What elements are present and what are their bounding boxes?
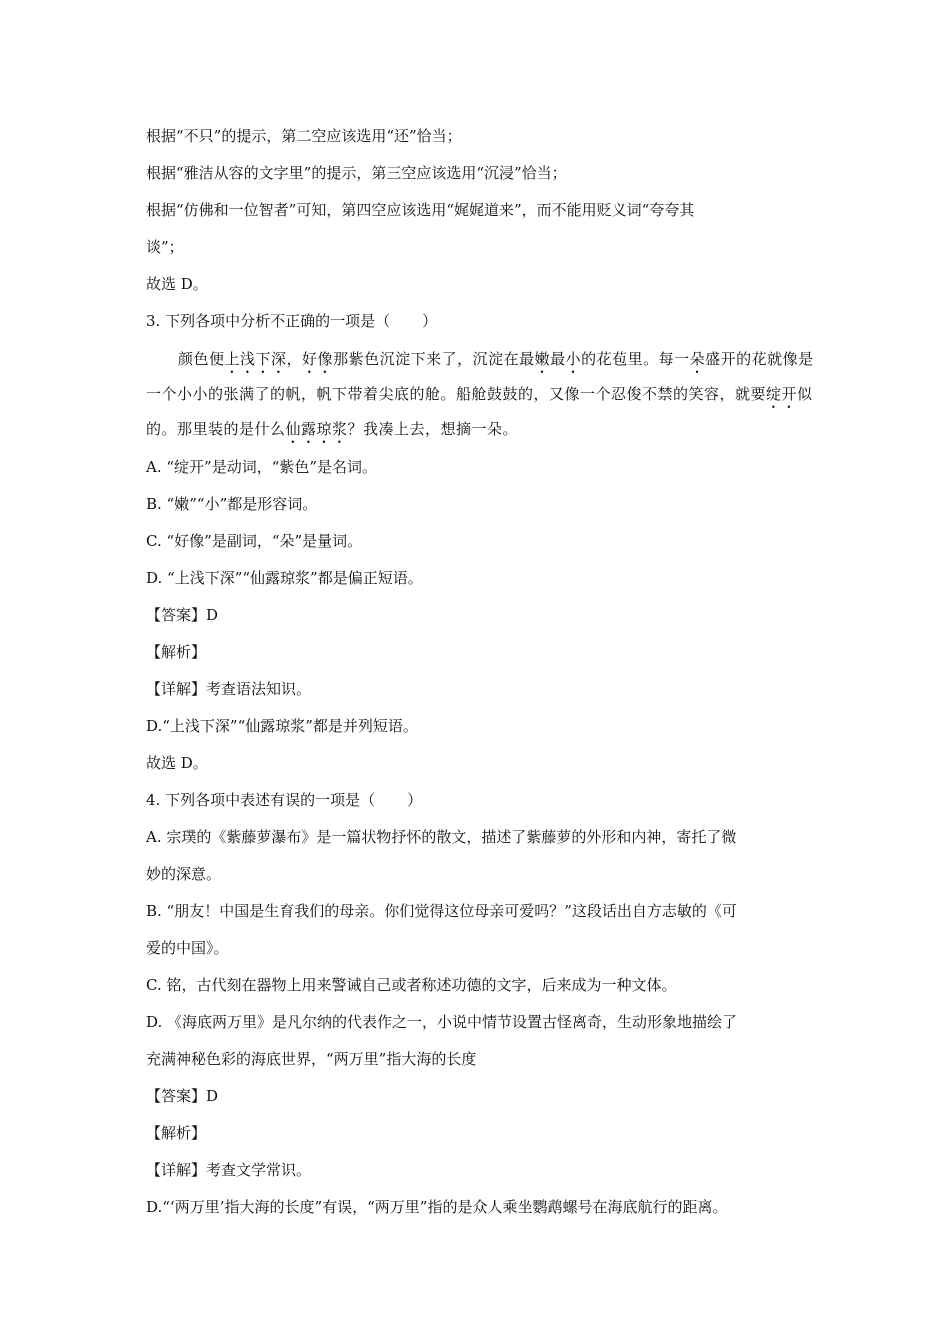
q3-option-b: B. “嫩”“小”都是形容词。	[146, 495, 318, 513]
q3-option-a: A. “绽开”是动词，“紫色”是名词。	[146, 458, 378, 476]
q2-conclusion: 故选 D。	[146, 275, 208, 293]
q4-stem-prefix: 4. 下列各项中表述有误的一项是（	[146, 791, 376, 809]
q2-explanation-line-3a: 根据“仿佛和一位智者”可知，第四空应该选用“娓娓道来”，而不能用贬义词“夸夸其	[146, 201, 695, 219]
q2-explanation-line-2: 根据“雅洁从容的文字里”的提示，第三空应该选用“沉浸”恰当；	[146, 164, 567, 182]
q3-conclusion: 故选 D。	[146, 754, 208, 772]
passage-emphasis: 朵	[689, 350, 706, 368]
q3-passage	[146, 342, 816, 447]
passage-text: 最	[550, 350, 566, 368]
passage-text: 颜色便	[178, 350, 225, 368]
q3-stem-prefix: 3. 下列各项中分析不正确的一项是（	[146, 312, 391, 330]
passage-emphasis: 小	[565, 350, 582, 368]
q4-option-d-line-1: D. 《海底两万里》是凡尔纳的代表作之一，小说中情节设置古怪离奇，生动形象地描绘了	[146, 1013, 738, 1031]
q4-option-a-line-1: A. 宗璞的《紫藤萝瀑布》是一篇状物抒怀的散文，描述了紫藤萝的外形和内神，寄托了微	[146, 828, 737, 846]
q4-answer: 【答案】D	[146, 1087, 219, 1105]
passage-text: 似的。那里装的是什么	[146, 385, 813, 438]
q4-option-b-line-1: B. “朋友！中国是生育我们的母亲。你们觉得这位母亲可爱吗？”这段话出自方志敏的《可	[146, 902, 737, 920]
q4-stem	[146, 782, 816, 819]
q3-detail: 【详解】考查语法知识。	[146, 680, 312, 698]
q3-option-c: C. “好像”是副词，“朵”是量词。	[146, 532, 363, 550]
q2-explanation-line-3b: 谈”；	[146, 238, 184, 256]
passage-text: ，	[286, 350, 303, 368]
passage-emphasis: 绽开	[766, 385, 798, 403]
q3-option-d: D. “上浅下深”“仙露琼浆”都是偏正短语。	[146, 569, 423, 587]
q4-stem-suffix: ）	[407, 791, 423, 809]
passage-text: 那紫色沉淀下来了，沉淀在最	[333, 350, 535, 368]
q2-explanation-line-1: 根据“不只”的提示，第二空应该选用“还”恰当；	[146, 127, 462, 145]
passage-emphasis: 嫩	[534, 350, 551, 368]
passage-text: 盛开的花就像是一个小小的张满了的帆，帆下带着尖底的舱。船舱鼓鼓的，又像一个忍俊不禁的笑容，就要	[146, 350, 814, 403]
q3-explanation: D.“上浅下深”“仙露琼浆”都是并列短语。	[146, 717, 418, 735]
passage-emphasis: 好像	[302, 350, 334, 368]
q3-analysis-label: 【解析】	[146, 643, 207, 661]
q4-option-c: C. 铭，古代刻在器物上用来警诫自己或者称述功德的文字，后来成为一种文体。	[146, 976, 677, 994]
q4-explanation: D.“‘两万里’指大海的长度”有误，“两万里”指的是众人乘坐鹦鹉螺号在海底航行的距离。	[146, 1198, 728, 1216]
passage-emphasis: 上浅下深	[224, 350, 287, 368]
q4-option-a-line-2: 妙的深意。	[146, 865, 222, 883]
passage-text: ？我凑上去，想摘一朵。	[347, 420, 519, 438]
document-page	[146, 118, 816, 1226]
q3-answer: 【答案】D	[146, 606, 219, 624]
passage-text: 的花苞里。每一	[581, 350, 690, 368]
q4-option-d-line-2: 充满神秘色彩的海底世界，“两万里”指大海的长度	[146, 1050, 477, 1068]
q4-analysis-label: 【解析】	[146, 1124, 207, 1142]
q4-option-b-line-2: 爱的中国》。	[146, 939, 229, 957]
q3-stem	[146, 303, 816, 340]
q3-stem-suffix: ）	[422, 312, 438, 330]
q4-detail: 【详解】考查文学常识。	[146, 1161, 312, 1179]
passage-emphasis: 仙露琼浆	[285, 420, 348, 438]
